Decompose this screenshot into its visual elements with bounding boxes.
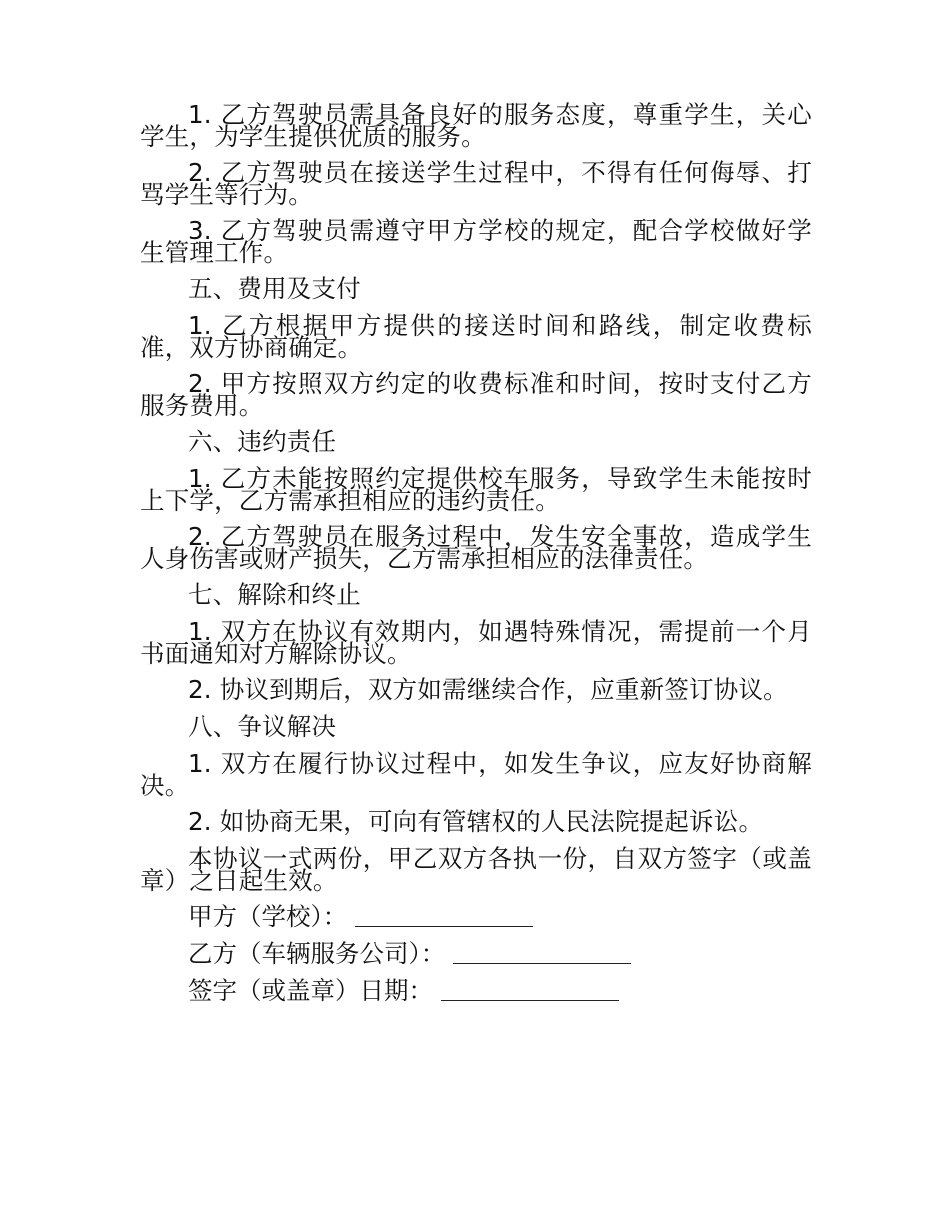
signature-label-party-b: 乙方（车辆服务公司）： <box>188 939 446 968</box>
document-page <box>140 100 812 1017</box>
signature-blank-party-a[interactable] <box>355 906 533 927</box>
paragraph-driver-conduct: 2. 乙方驾驶员在接送学生过程中，不得有任何侮辱、打骂学生等行为。 <box>140 158 812 209</box>
section-heading-termination: 七、解除和终止 <box>188 580 361 609</box>
paragraph-effective-clause: 本协议一式两份，甲乙双方各执一份，自双方签字（或盖章）之日起生效。 <box>140 844 812 895</box>
paragraph-driver-rules: 3. 乙方驾驶员需遵守甲方学校的规定，配合学校做好学生管理工作。 <box>140 216 812 267</box>
signature-line-date <box>140 976 812 1005</box>
paragraph-fee-payment: 2. 甲方按照双方约定的收费标准和时间，按时支付乙方服务费用。 <box>140 369 812 420</box>
signature-label-date: 签字（或盖章）日期： <box>188 976 433 1005</box>
paragraph-liability-accident: 2. 乙方驾驶员在服务过程中，发生安全事故，造成学生人身伤害或财产损失，乙方需承担相应的法律责任。 <box>140 522 812 573</box>
signature-line-party-a <box>140 902 812 931</box>
signature-blank-party-b[interactable] <box>453 943 631 964</box>
paragraph-fee-standard: 1. 乙方根据甲方提供的接送时间和路线，制定收费标准，双方协商确定。 <box>140 311 812 362</box>
paragraph-liability-service: 1. 乙方未能按照约定提供校车服务，导致学生未能按时上下学，乙方需承担相应的违约责任。 <box>140 464 812 515</box>
signature-label-party-a: 甲方（学校）： <box>188 902 348 931</box>
paragraph-termination-renewal: 2. 协议到期后，双方如需继续合作，应重新签订协议。 <box>188 675 788 704</box>
signature-line-party-b <box>140 939 812 968</box>
paragraph-dispute-negotiation: 1. 双方在履行协议过程中，如发生争议，应友好协商解决。 <box>140 749 812 800</box>
paragraph-driver-attitude: 1. 乙方驾驶员需具备良好的服务态度，尊重学生，关心学生，为学生提供优质的服务。 <box>140 100 812 151</box>
section-heading-liability: 六、违约责任 <box>188 427 337 456</box>
section-heading-dispute: 八、争议解决 <box>188 712 337 741</box>
signature-blank-date[interactable] <box>441 980 619 1001</box>
paragraph-dispute-court: 2. 如协商无果，可向有管辖权的人民法院提起诉讼。 <box>188 807 764 836</box>
section-heading-fees: 五、费用及支付 <box>188 274 361 303</box>
paragraph-termination-notice: 1. 双方在协议有效期内，如遇特殊情况，需提前一个月书面通知对方解除协议。 <box>140 617 812 668</box>
